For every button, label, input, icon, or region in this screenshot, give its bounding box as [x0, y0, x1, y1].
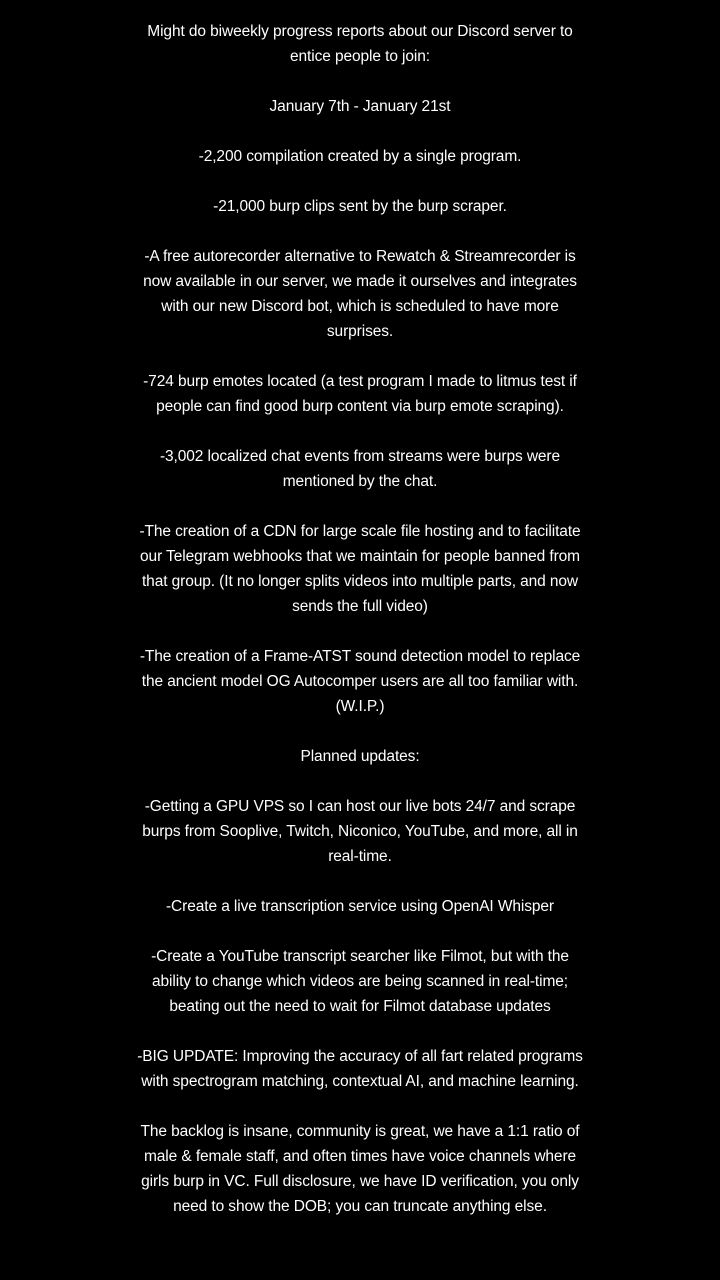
story-text-block — [135, 19, 585, 1219]
planned-item-gpu-vps: -Getting a GPU VPS so I can host our live bots 24/7 and scrape burps from Sooplive, Twitch, Niconico, YouTube, and more, all in real-time. — [142, 798, 583, 865]
intro-text: Might do biweekly progress reports about our Discord server to entice people to join: — [147, 23, 577, 65]
update-item-chat-events: -3,002 localized chat events from streams were burps were mentioned by the chat. — [159, 448, 565, 490]
update-item-cdn: -The creation of a CDN for large scale file hosting and to facilitate our Telegram webhooks that we maintain for people banned from that group. (It no longer splits videos into multiple parts, and now sends the full video) — [139, 523, 585, 615]
update-item-burp-emotes: -724 burp emotes located (a test program I made to litmus test if people can find good burp content via burp emote scraping). — [143, 373, 582, 415]
planned-item-big-update: -BIG UPDATE: Improving the accuracy of all fart related programs with spectrogram matching, contextual AI, and machine learning. — [137, 1048, 587, 1090]
update-item-compilation: -2,200 compilation created by a single program. — [198, 148, 522, 165]
date-range-heading: January 7th - January 21st — [269, 98, 451, 115]
closing-text: The backlog is insane, community is great, we have a 1:1 ratio of male & female staff, and often times have voice channels where girls burp in VC. Full disclosure, we have ID verification, you only need to show the DOB; you can truncate anything else. — [140, 1123, 584, 1215]
planned-item-transcript-searcher: -Create a YouTube transcript searcher like Filmot, but with the ability to change which videos are being scanned in real-time; beating out the need to wait for Filmot database updates — [151, 948, 574, 1015]
update-item-burp-clips: -21,000 burp clips sent by the burp scraper. — [213, 198, 507, 215]
planned-item-transcription: -Create a live transcription service using OpenAI Whisper — [166, 898, 554, 915]
update-item-autorecorder: -A free autorecorder alternative to Rewatch & Streamrecorder is now available in our server, we made it ourselves and integrates with our new Discord bot, which is scheduled to have more surprises. — [143, 248, 582, 340]
planned-updates-heading: Planned updates: — [300, 748, 420, 765]
update-item-sound-model: -The creation of a Frame-ATST sound detection model to replace the ancient model OG Autocomper users are all too familiar with. (W.I.P.) — [139, 648, 585, 715]
